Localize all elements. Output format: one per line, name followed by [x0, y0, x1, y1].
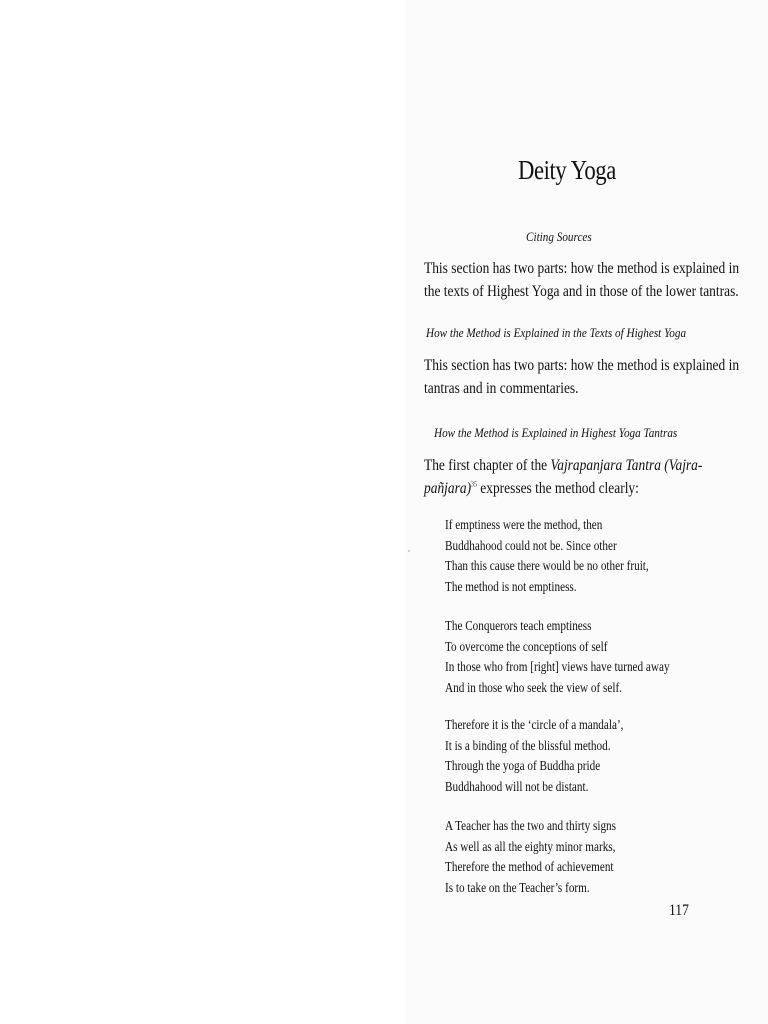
verse-stanza: [445, 817, 685, 899]
paragraph-highest-yoga-texts: [424, 354, 740, 400]
paragraph-tantra-intro: [424, 454, 703, 500]
verse-line: If emptiness were the method, then: [445, 518, 603, 533]
verse-line: Therefore it is the ‘circle of a mandala’,: [445, 718, 624, 733]
paragraph-line: the texts of Highest Yoga and in those of the lower tantras.: [424, 283, 739, 300]
verse-line: Buddhahood could not be. Since other: [445, 538, 617, 554]
verse-line: To overcome the conceptions of self: [445, 639, 608, 655]
verse-line: As well as all the eighty minor marks,: [445, 839, 616, 855]
paragraph-line: [424, 477, 693, 500]
verse-line: Than this cause there would be no other fruit,: [445, 559, 649, 574]
section-heading-highest-yoga-tantras: How the Method is Explained in Highest Yoga Tantras: [434, 425, 678, 440]
verse-line: In those who from [right] views have turned away: [445, 660, 670, 675]
footnote-marker: 35: [471, 480, 477, 489]
verse-line: A Teacher has the two and thirty signs: [445, 819, 617, 834]
section-heading-citing-sources: Citing Sources: [526, 229, 592, 244]
tantra-title: Vajrapanjara Tantra (Vajra-: [550, 457, 703, 474]
verse-line: The method is not emptiness.: [445, 579, 577, 595]
verse-line: And in those who seek the view of self.: [445, 680, 622, 696]
intro-text: expresses the method clearly:: [476, 480, 639, 497]
tantra-title-cont: pañjara): [424, 480, 472, 497]
verse-stanza: [445, 617, 685, 699]
verse-line: The Conquerors teach emptiness: [445, 619, 592, 634]
verse-stanza: [445, 716, 685, 798]
intro-text: The first chapter of the: [424, 457, 551, 474]
paragraph-citing-sources: [424, 257, 740, 303]
paragraph-line: tantras and in commentaries.: [424, 380, 579, 397]
verse-stanza: [445, 516, 685, 598]
verse-line: Through the yoga of Buddha pride: [445, 759, 601, 774]
verse-line: Therefore the method of achievement: [445, 860, 614, 875]
paragraph-line: This section has two parts: how the method is explained in: [424, 357, 740, 374]
scan-speck: [408, 550, 410, 552]
page-number: 117: [669, 902, 689, 919]
verse-line: Is to take on the Teacher’s form.: [445, 880, 590, 896]
paragraph-line: [424, 454, 703, 477]
section-heading-highest-yoga-texts: How the Method is Explained in the Texts of Highest Yoga: [426, 325, 687, 340]
chapter-title: Deity Yoga: [518, 155, 616, 185]
paragraph-line: This section has two parts: how the method is explained in: [424, 260, 740, 277]
verse-line: Buddhahood will not be distant.: [445, 779, 589, 795]
verse-line: It is a binding of the blissful method.: [445, 738, 611, 754]
